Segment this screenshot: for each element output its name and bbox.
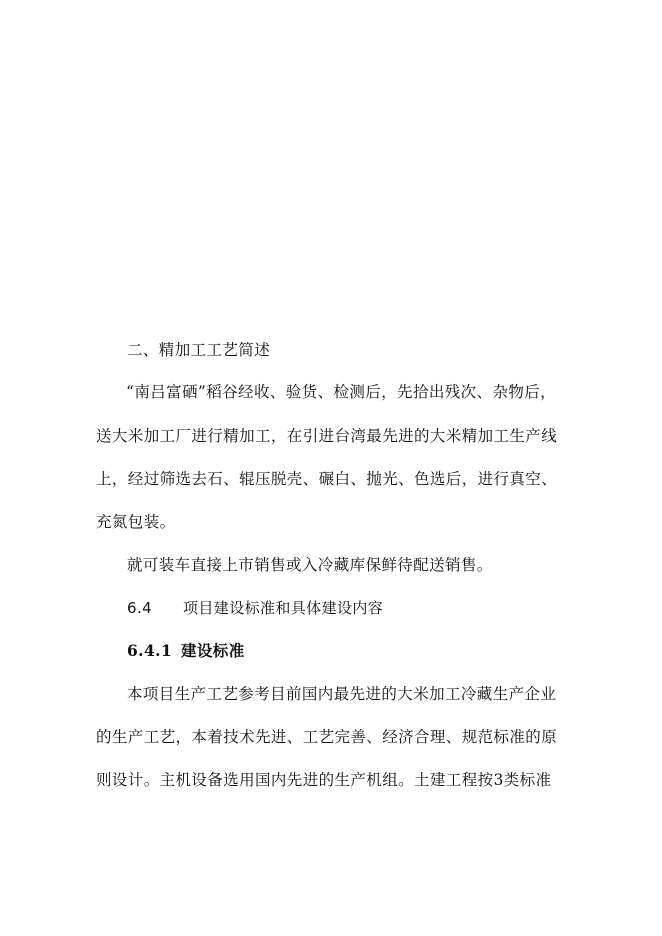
paragraph-3-line-2: 的生产工艺，本着技术先进、工艺完善、经济合理、规范标准的原 [96,728,558,746]
section-6-4-title: 项目建设标准和具体建设内容 [183,599,384,617]
subsection-6-4-1-title: 建设标准 [181,641,245,660]
section-6-4-number: 6.4 [127,599,153,617]
paragraph-1-line-2: 送大米加工厂进行精加工，在引进台湾最先进的大米精加工生产线 [96,427,558,445]
subsection-6-4-1-heading [127,641,245,661]
subsection-6-4-1-number: 6.4.1 [127,641,173,660]
paragraph-1-line-1: “南吕富硒”稻谷经收、验货、检测后，先拾出残次、杂物后， [126,383,557,401]
paragraph-3-line-1: 本项目生产工艺参考目前国内最先进的大米加工冷藏生产企业 [127,685,557,703]
section-heading: 二、精加工工艺简述 [127,341,271,359]
paragraph-3-line-3: 则设计。主机设备选用国内先进的生产机组。土建工程按3类标准 [96,771,552,789]
paragraph-2: 就可装车直接上市销售或入冷藏库保鲜待配送销售。 [127,556,493,574]
section-6-4-heading [127,598,383,618]
paragraph-1-line-4: 充氮包装。 [96,513,176,531]
paragraph-1-line-3: 上，经过筛选去石、辊压脱壳、碾白、抛光、色选后，进行真空、 [96,470,558,488]
